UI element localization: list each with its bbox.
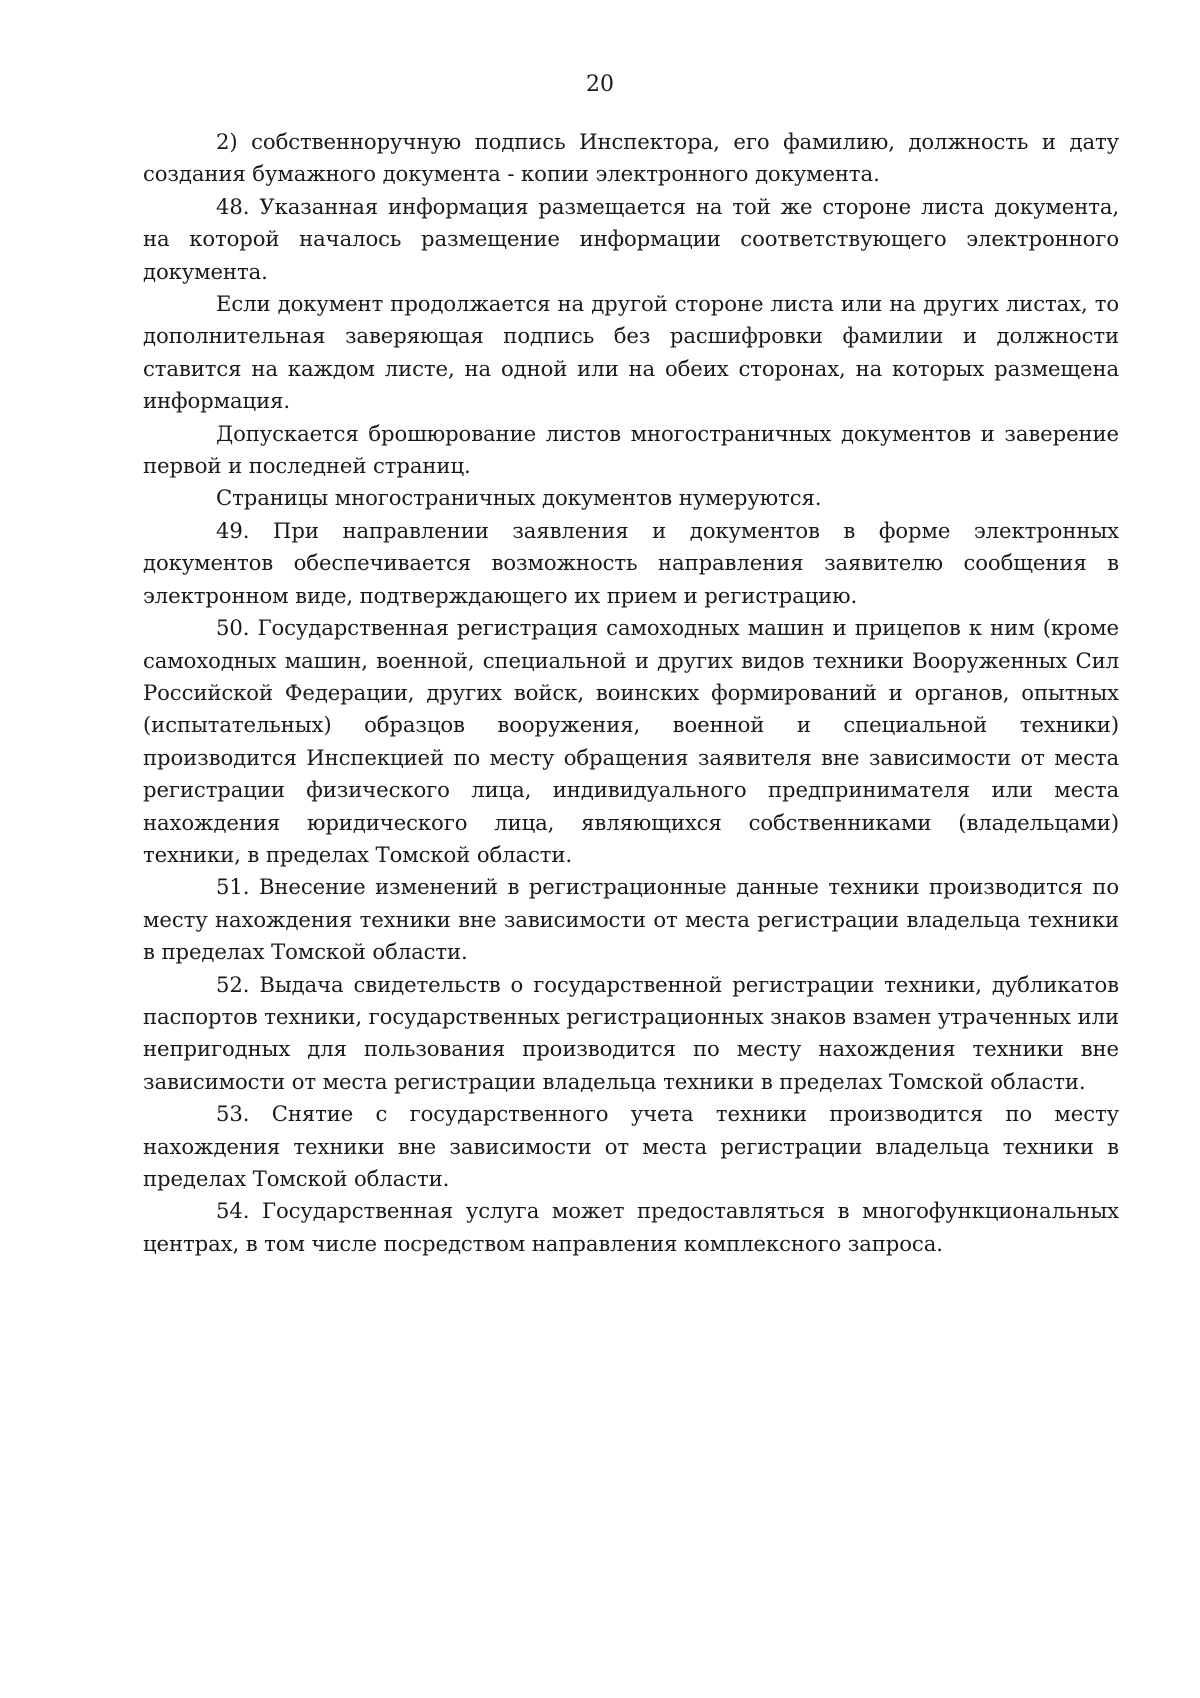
paragraph-49: 49. При направлении заявления и документов в форме электронных документов обеспечивается возможность направления заявителю сообщения в электронном виде, подтверждающего их прием и регистрацию. [143,517,1119,608]
paragraph-page-numbering: Страницы многостраничных документов нумеруются. [216,485,822,511]
paragraph-binding: Допускается брошюрование листов многостраничных документов и заверение первой и последней страниц. [143,420,1119,479]
paragraph-50: 50. Государственная регистрация самоходных машин и прицепов к ним (кроме самоходных машин, военной, специальной и других видов техники Вооруженных Сил Российской Федерации, других войск, воинских формирований и органов, опытных (испытательных) образцов вооружения, военной и специальной техники) производится Инспекцией по месту обращения заявителя вне зависимости от места регистрации физического лица, индивидуального предпринимателя или места нахождения юридического лица, являющихся собственниками (владельцами) техники, в пределах Томской области. [143,615,1119,867]
paragraph-53: 53. Снятие с государственного учета техники производится по месту нахождения техники вне зависимости от места регистрации владельца техники в пределах Томской области. [143,1101,1119,1191]
paragraph-54: 54. Государственная услуга может предоставляться в многофункциональных центрах, в том числе посредством направления комплексного запроса. [143,1198,1119,1256]
paragraph-continuation-sheets: Если документ продолжается на другой стороне листа или на других листах, то дополнительная заверяющая подпись без расшифровки фамилии и должности ставится на каждом листе, на одной или на обеих сторонах, на которых размещена информация. [143,291,1119,414]
page-number: 20 [586,72,614,97]
document-body [143,126,1119,1260]
paragraph-51: 51. Внесение изменений в регистрационные данные техники производится по месту нахождения техники вне зависимости от места регистрации владельца техники в пределах Томской области. [143,874,1119,965]
paragraph-48: 48. Указанная информация размещается на той же стороне листа документа, на которой началось размещение информации соответствующего электронного документа. [143,193,1119,284]
paragraph-signature-item: 2) собственноручную подпись Инспектора, его фамилию, должность и дату создания бумажного документа - копии электронного документа. [143,129,1119,187]
paragraph-52: 52. Выдача свидетельств о государственной регистрации техники, дубликатов паспортов техники, государственных регистрационных знаков взамен утраченных или непригодных для пользования производится по месту нахождения техники вне зависимости от места регистрации владельца техники в пределах Томской области. [143,971,1119,1094]
